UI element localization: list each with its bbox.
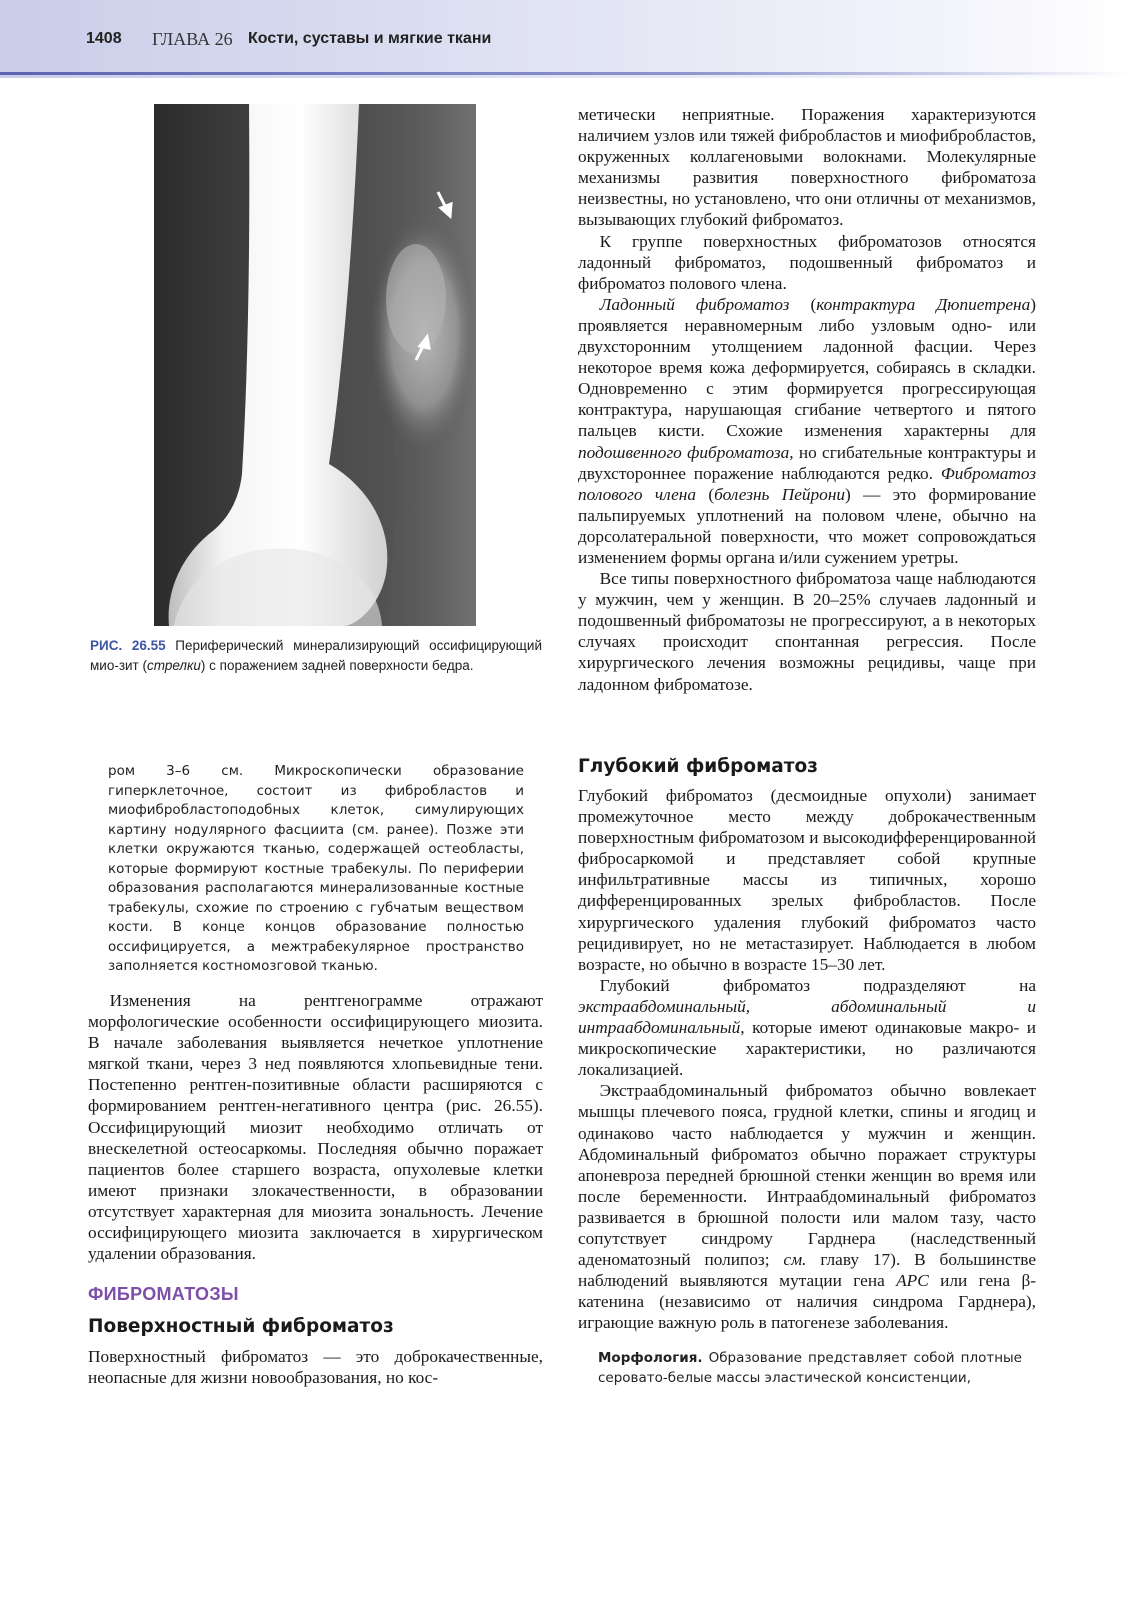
caption-emphasis: стрелки xyxy=(147,658,201,673)
xray-figure xyxy=(154,104,476,626)
text: или гена β-катенина (независимо от наличия синдрома Гарднера), играющие важную роль в патогенезе заболевания. xyxy=(578,1271,1036,1333)
paragraph: Глубокий фиброматоз (десмоидные опухоли) занимает промежуточное место между доброкачественным поверхностным фиброматозом и высокодифференцированной фибросаркомой и представляет собой крупные инфильтративные массы из типичных, хорошо дифференцированных зрелых фибробластов. После хирургического удаления глубокий фиброматоз часто рецидивирует, но не метастазирует. Наблюдается в любом возрасте, но обычно в возрасте 15–30 лет. xyxy=(578,786,1036,974)
xray-image xyxy=(154,104,476,626)
paragraph: метически неприятные. Поражения характеризуются наличием узлов или тяжей фибробластов и миофибробластов, окруженных коллагеновыми волокнами. Молекулярные механизмы развития поверхностного фиброматоза неизвестны, но установлено, что они отличны от механизмов, вызывающих глубокий фиброматоз. xyxy=(578,105,1036,230)
section-title: ФИБРОМАТОЗЫ xyxy=(88,1284,239,1304)
italic-term: контрактура Дюпиетрена xyxy=(816,294,1031,314)
paragraph: К группе поверхностных фиброматозов относятся ладонный фиброматоз, подошвенный фиброматоз и фиброматоз полового члена. xyxy=(578,231,1036,293)
chapter-label: ГЛАВА 26 xyxy=(152,29,233,49)
text: ( xyxy=(789,294,817,314)
italic-term: подошвенного фиброматоза xyxy=(578,442,790,462)
italic-term: болезнь Пейрони xyxy=(714,484,846,504)
paragraph xyxy=(578,294,1036,568)
figure-label: РИС. 26.55 xyxy=(90,638,166,653)
header-rule xyxy=(0,72,1131,75)
italic-term: APC xyxy=(896,1271,929,1291)
italic-term: Фиброматоз полового члена xyxy=(578,463,1036,504)
italic-term: экстраабдоминальный, абдоминальный и интраабдоминальный xyxy=(578,996,1036,1038)
italic-term: см. xyxy=(783,1250,807,1270)
left-column-text xyxy=(88,990,543,1264)
small-print-paragraph: ром 3–6 см. Микроскопически образование гиперклеточное, состоит из фибробластов и миофибробластоподобных клеток, симулирующих картину нодулярного фасциита (см. ранее). Позже эти клетки окружаются тканью, содержащей остеобласты, которые формируют костные трабекулы. По периферии образования располагаются минерализованные костные трабекулы, схожие по строению с губчатым веществом кости. В конце концов образование полностью оссифицируется, а межтрабекулярное пространство заполняется костномозговой тканью. xyxy=(108,763,524,974)
surface-paragraph-block xyxy=(88,1346,543,1388)
caption-text-end: ) с поражением задней поверхности бедра. xyxy=(200,658,474,673)
right-column-lower xyxy=(578,785,1036,1333)
text: , но сгибательные контрактуры и двухстороннее поражение наблюдаются редко. xyxy=(578,442,1037,483)
chapter-title: Кости, суставы и мягкие ткани xyxy=(248,30,492,47)
paragraph: Поверхностный фиброматоз — это доброкачественные, неопасные для жизни новообразования, но кос- xyxy=(88,1347,543,1388)
paragraph xyxy=(578,975,1036,1080)
caption-text: Периферический минерализирующий оссифицирующий мио-зит ( xyxy=(90,638,542,673)
morphology-label: Морфология. xyxy=(598,1350,703,1366)
figure-caption xyxy=(90,636,542,676)
paragraph: Все типы поверхностного фиброматоза чаще наблюдаются у мужчин, чем у женщин. В 20–25% случаев ладонный и подошвенный фиброматозы не прогрессируют, а в некоторых случаях происходит спонтанная регрессия. После хирургического лечения возможны рецидивы, чаще при ладонном фиброматозе. xyxy=(578,569,1036,694)
text: ) — это формирование пальпируемых уплотнений на половом члене, обычно на дорсолатеральной поверхности, что может сопровождаться изменением формы органа и/или сужением уретры. xyxy=(578,484,1037,567)
text: Экстраабдоминальный фиброматоз обычно вовлекает мышцы плечевого пояса, грудной клетки, спины и ягодиц и одинаково часто наблюдается у мужчин и женщин. Абдоминальный фиброматоз обычно поражает структуры апоневроза передней брюшной стенки женщин во время или после беременности. Интраабдоминальный фиброматоз развивается в брюшной полости или малом тазу, часто сопутствует синдрому Гарднера (наследственный аденоматозный полипоз; xyxy=(578,1081,1036,1270)
text: главу 17). В большинстве наблюдений выявляются мутации гена xyxy=(578,1250,1036,1291)
subheading-surface: Поверхностный фиброматоз xyxy=(88,1316,394,1337)
right-column-upper xyxy=(578,104,1036,695)
text: ( xyxy=(696,484,715,504)
page-number: 1408 xyxy=(86,30,122,47)
text: ) проявляется неравномерным либо узловым одно- или двухсторонним утолщением ладонной фасции. Через некоторое время кожа деформируется, собираясь в складки. Одновременно с этим формируется прогрессирующая контрактура, нарушающая сгибание четвертого и пятого пальцев кисти. Схожие изменения характерны для xyxy=(578,294,1036,441)
morphology-paragraph xyxy=(598,1348,1022,1388)
paragraph xyxy=(578,1080,1036,1333)
italic-term: Ладонный фиброматоз xyxy=(599,294,790,314)
paragraph: Изменения на рентгенограмме отражают морфологические особенности оссифицирующего миозита. В начале заболевания выявляется нечеткое уплотнение мягкой ткани, через 3 нед появляются хлопьевидные тени. Постепенно рентген-позитивные области расширяются с формированием рентген-негативного центра (рис. 26.55). Оссифицирующий миозит необходимо отличать от внескелетной остеосаркомы. Последняя обычно поражает пациентов более старшего возраста, опухолевые клетки имеют признаки злокачественности, в образовании отсутствует характерная для миозита зональность. Лечение оссифицирующего миозита заключается в хирургическом удалении образования. xyxy=(88,991,543,1264)
subheading-deep: Глубокий фиброматоз xyxy=(578,756,818,777)
text: Глубокий фиброматоз подразделяют на xyxy=(599,975,1036,995)
text: , которые имеют одинаковые макро- и микроскопические характеристики, но различаются локализацией. xyxy=(578,1018,1036,1080)
morphology-text: Образование представляет собой плотные серовато-белые массы эластической консистенции, xyxy=(598,1350,1022,1386)
